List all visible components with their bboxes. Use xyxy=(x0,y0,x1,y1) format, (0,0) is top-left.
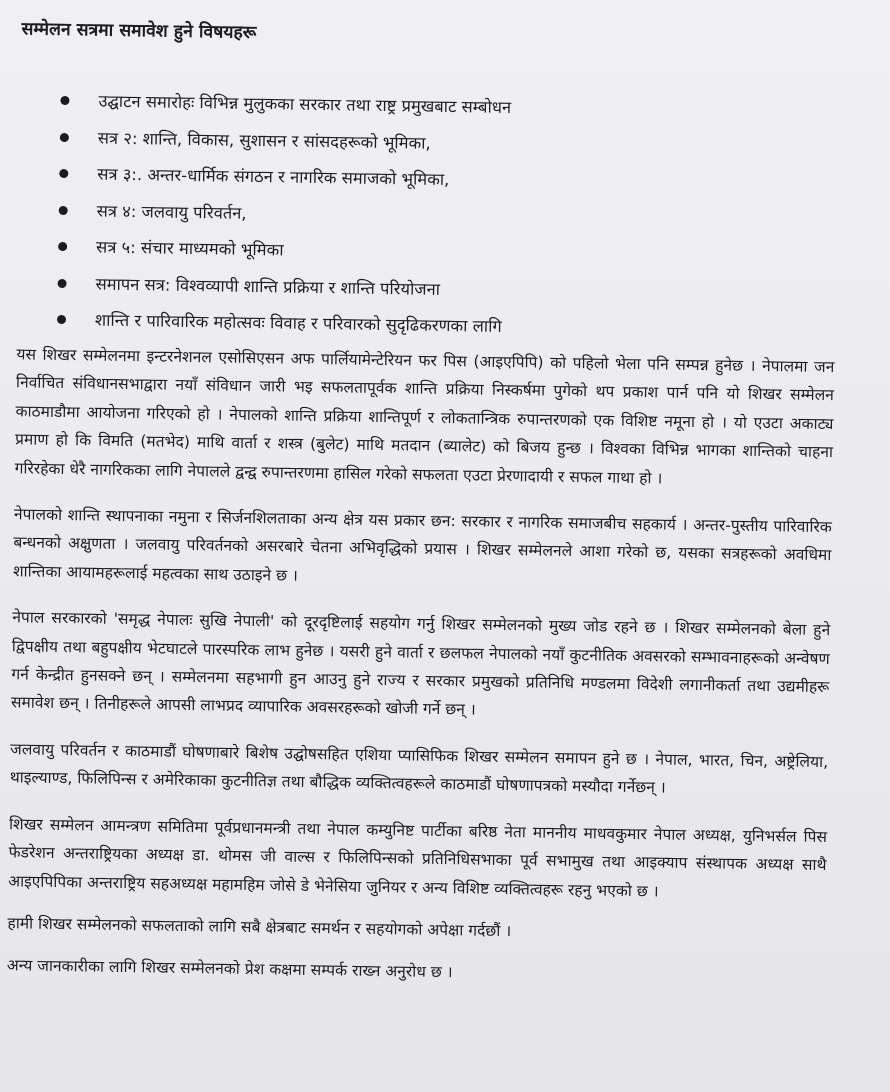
list-item xyxy=(57,265,441,301)
document-title: सम्मेलन सत्रमा समावेश हुने विषयहरू xyxy=(21,19,257,44)
paragraph-kathmandu-declaration: जलवायु परिवर्तन र काठमाडौं घोषणाबारे बिशेष उद्घोषसहित एशिया प्यासिफिक शिखर सम्मेलन समापन हुने छ । नेपाल, भारत, चिन, अष्ट्रेलिया, थाइल्याण्ड, फिलिपिन्स र अमेरिकाका कुटनीतिज्ञ तथा बौद्धिक व्यक्तित्वहरूले काठमाडौं घोषणापत्रको मस्यौदा गर्नेछन् । xyxy=(9,740,829,797)
bullet-icon xyxy=(60,96,69,105)
session-topics-list xyxy=(57,83,512,338)
list-item-text: समापन सत्र: विश्वव्यापी शान्ति प्रक्रिया र शान्ति परियोजना xyxy=(95,274,441,299)
paragraph-invitation-committee: शिखर सम्मेलन आमन्त्रण समितिमा पूर्वप्रधानमन्त्री तथा नेपाल कम्युनिष्ट पार्टीका बरिष्ठ नेता माननीय माधवकुमार नेपाल अध्यक्ष, युनिभर्सल पिस फेडरेशन अन्तराष्ट्रियका अध्यक्ष डा. थोमस जी वाल्स र फिलिपिन्सको प्रतिनिधिसभाका पूर्व सभामुख तथा आइक्याप संस्थापक अध्यक्ष साथै आइएपिपिका अन्तराष्ट्रिय सहअध्यक्ष महामहिम जोसे डे भेनेसिया जुनियर र अन्य विशिष्ट व्यक्तित्वहरू रहनु भएको छ । xyxy=(8,814,828,900)
paragraph-government-vision: नेपाल सरकारको 'समृद्ध नेपालः सुखि नेपाली' को दूरदृष्टिलाई सहयोग गर्नु शिखर सम्मेलनको मुख्य जोड रहने छ । शिखर सम्मेलनको बेला हुने द्विपक्षीय तथा बहुपक्षीय भेटघाटले पारस्परिक लाभ हुनेछ । यसरी हुने वार्ता र छलफल नेपालको नयाँ कुटनीतिक अवसरको सम्भावनाहरूको अन्वेषण गर्न केन्द्रीत हुनसक्ने छन् । सम्मेलनमा सहभागी हुन आउनु हुने राज्य र सरकार प्रमुखको प्रतिनिधि मण्डलमा विदेशी लगानीकर्ता तथा उद्यमीहरू समावेश छन् । तिनीहरूले आपसी लाभप्रद व्यापारिक अवसरहरूको खोजी गर्ने छन् । xyxy=(10,608,831,720)
list-item xyxy=(58,192,247,228)
paragraph-summit-overview: यस शिखर सम्मेलनमा इन्टरनेशनल एसोसिएसन अफ पार्लियामेन्टेरियन फर पिस (आइएपिपि) को पहिलो भेला पनि सम्पन्न हुनेछ । नेपालमा जन निर्वाचित संविधानसभाद्वारा नयाँ संविधान जारी भइ सफलतापूर्वक शान्ति प्रक्रिया निस्कर्षमा पुगेको थप प्रकाश पार्न पनि यो शिखर सम्मेलन काठमाडौमा आयोजना गरिएको हो । नेपालको शान्ति प्रक्रिया शान्तिपूर्ण र लोकतान्त्रिक रुपान्तरणको एक विशिष्ट नमूना हो । यो एउटा अकाट्य प्रमाण हो कि विमति (मतभेद) माथि वार्ता र शस्त्र (बुलेट) माथि मतदान (ब्यालेट) को बिजय हुन्छ । विश्वका विभिन्न भागका शान्तिको चाहना गरिरहेका धेरै नागरिकका लागि नेपालले द्वन्द्व रुपान्तरणमा हासिल गरेको सफलता एउटा प्रेरणादायी र सफल गाथा हो । xyxy=(14,345,835,488)
bullet-icon xyxy=(57,278,66,287)
bullet-icon xyxy=(58,242,67,251)
list-item xyxy=(57,302,502,338)
list-item xyxy=(60,119,431,155)
bullet-icon xyxy=(59,169,68,178)
paragraph-support-request: हामी शिखर सम्मेलनको सफलताको लागि सबै क्षेत्रबाट समर्थन र सहयोगको अपेक्षा गर्दछौं । xyxy=(7,914,512,941)
list-item-text: सत्र ४: जलवायु परिवर्तन, xyxy=(96,201,247,223)
paragraph-contact-info: अन्य जानकारीका लागि शिखर सम्मेलनको प्रेश कक्षमा सम्पर्क राख्न अनुरोध छ । xyxy=(6,956,453,982)
list-item xyxy=(60,83,512,119)
list-item xyxy=(58,229,284,265)
bullet-icon xyxy=(60,132,69,141)
bullet-icon xyxy=(59,205,68,214)
list-item-text: शान्ति र पारिवारिक महोत्सवः विवाह र परिवारको सुदृढिकरणका लागि xyxy=(94,310,502,336)
bullet-icon xyxy=(57,315,66,324)
paragraph-peace-models: नेपालको शान्ति स्थापनाका नमुना र सिर्जनशिलताका अन्य क्षेत्र यस प्रकार छन: सरकार र नागरिक समाजबीच सहकार्य । अन्तर-पुस्तीय पारिवारिक बन्धनको अक्षुणता । जलवायु परिवर्तनको असरबारे चेतना अभिवृद्धिको प्रयास । शिखर सम्मेलनले आशा गरेको छ, यसका सत्रहरूको अवधिमा शान्तिका आयामहरूलाई महत्वका साथ उठाइने छ । xyxy=(12,505,832,585)
list-item xyxy=(59,156,450,192)
list-item-text: उद्घाटन समारोहः विभिन्न मुलुकका सरकार तथा राष्ट्र प्रमुखबाट सम्बोधन xyxy=(98,91,512,118)
list-item-text: सत्र २: शान्ति, विकास, सुशासन र सांसदहरूको भूमिका, xyxy=(97,128,431,153)
list-item-text: सत्र ५: संचार माध्यमको भूमिका xyxy=(95,237,284,260)
list-item-text: सत्र ३:. अन्तर-धार्मिक संगठन र नागरिक समाजको भूमिका, xyxy=(97,164,450,190)
document-body xyxy=(6,340,834,1006)
